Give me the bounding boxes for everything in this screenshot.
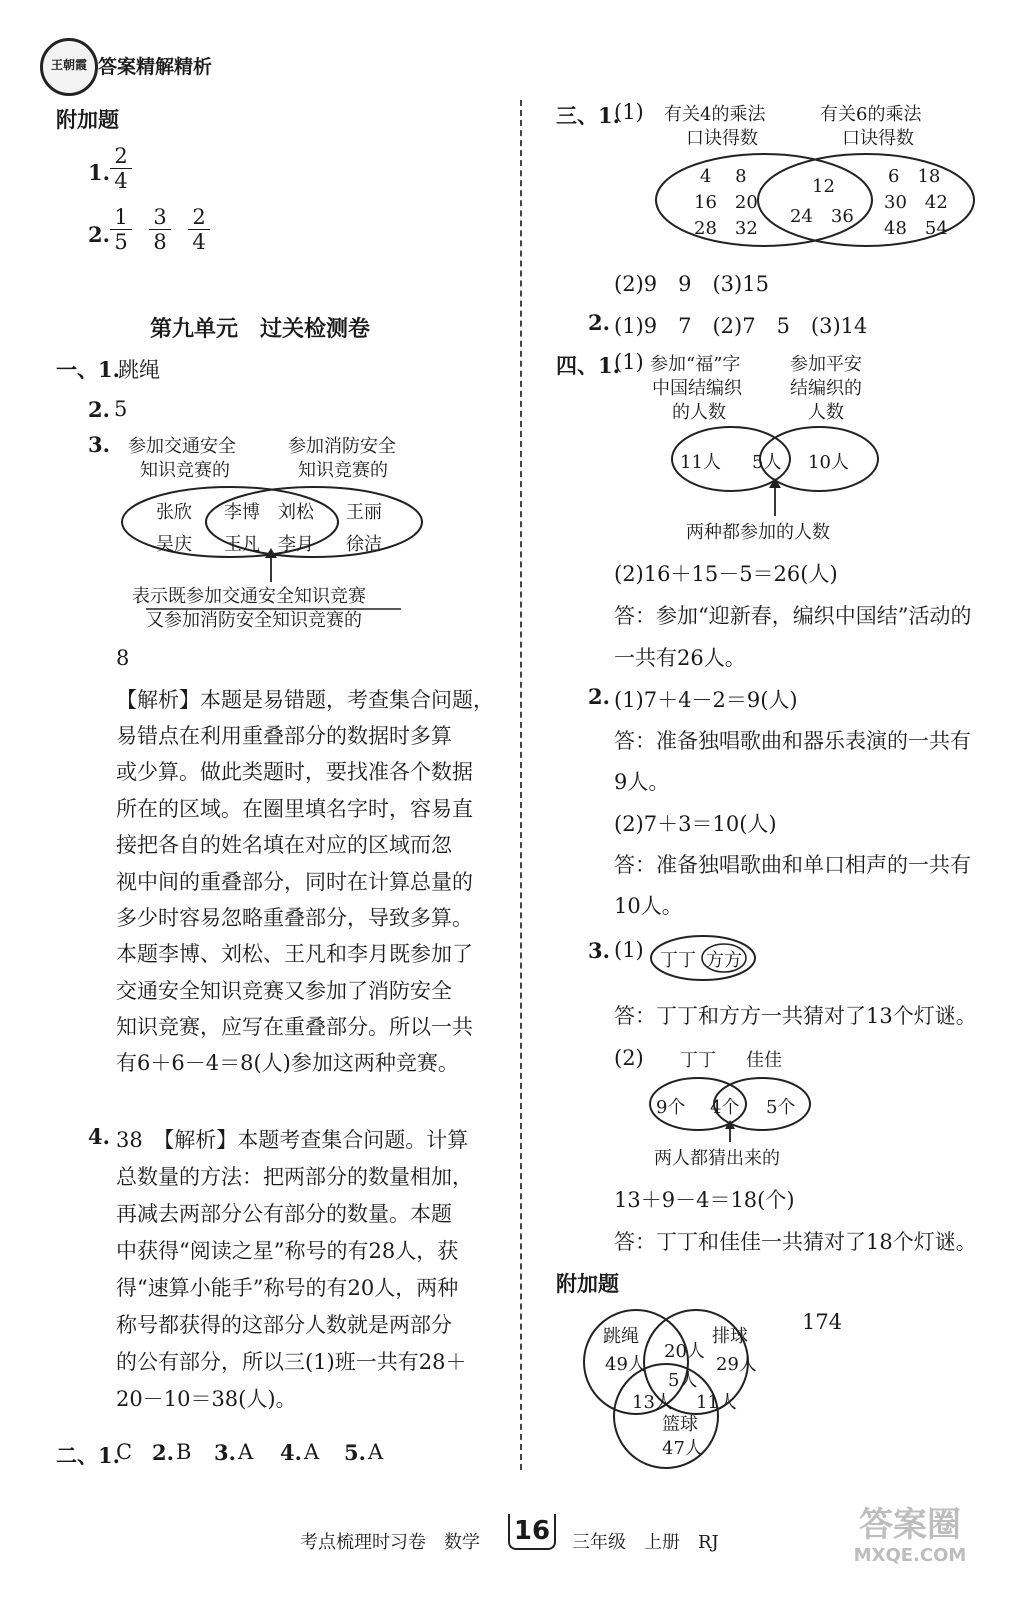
s4-q3-sub: (1) [614, 938, 644, 962]
mult-left-row-3: 28 32 [694, 218, 758, 239]
analysis4-line: 总数量的方法：把两部分的数量相加， [116, 1165, 473, 1189]
s4-q1-sub: (1) [614, 350, 644, 374]
q1-fraction: 2 4 [110, 145, 132, 192]
s4-q3-label: 3. [588, 938, 610, 963]
s2-answer-4: A [304, 1440, 320, 1464]
mult-right-title-2: 口诀得数 [842, 128, 914, 149]
analysis3-line: 多少时容易忽略重叠部分，导致多算。 [116, 906, 473, 930]
header-title: 答案精解精析 [98, 56, 213, 78]
dj-left-title: 丁丁 [680, 1050, 716, 1071]
mult-left-title-1: 有关4的乘法 [664, 104, 766, 125]
watermark-title: 答案圈 [859, 1505, 961, 1545]
analysis3-line: 接把各自的姓名填在对应的区域而忽 [116, 833, 452, 857]
venn3c-ab: 20人 [664, 1341, 705, 1362]
s2-label-4: 4. [280, 1440, 302, 1465]
analysis3-line: 有6＋6－4＝8(人)参加这两种竞赛。 [116, 1051, 459, 1075]
analysis4-line: 的公有部分，所以三(1)班一共有28＋ [116, 1350, 467, 1374]
knot-mid-value: 5人 [752, 452, 782, 473]
venn3-left-only-1: 张欣 [156, 502, 192, 523]
dj-right-title: 佳佳 [746, 1050, 782, 1071]
s4-q2-answer1-1: 答：准备独唱歌曲和器乐表演的一共有 [614, 729, 971, 753]
knot-right-value: 10人 [808, 452, 849, 473]
page-number: 16 [513, 1516, 551, 1546]
s2-label-5: 5. [344, 1440, 366, 1465]
left-fujia-title: 附加题 [56, 108, 119, 132]
venn3-right-only-2: 徐洁 [346, 534, 382, 555]
venn3c-b-label: 排球 [712, 1326, 748, 1347]
venn3c-a-only: 49人 [605, 1354, 646, 1375]
footer-page-box [508, 1514, 556, 1550]
knot-left-title-3: 的人数 [672, 402, 726, 423]
footer-left-text: 考点梳理时习卷 数学 [300, 1532, 480, 1553]
s2-label-1: 二、1. [56, 1443, 120, 1468]
s4-q1-answer-1: 答：参加“迎新春，编织中国结”活动的 [614, 604, 972, 628]
s4-q1-answer-2: 一共有26人。 [614, 646, 746, 670]
analysis3-line: 知识竞赛，应写在重叠部分。所以一共 [116, 1015, 473, 1039]
knot-left-title-2: 中国结编织 [652, 378, 742, 399]
venn3c-c-only: 47人 [662, 1438, 703, 1459]
venn3c-bc: 11人 [696, 1392, 737, 1413]
q2-fraction-2: 3 8 [149, 206, 171, 253]
s4-q2-label: 2. [588, 684, 610, 709]
s2-label-3: 3. [214, 1440, 236, 1465]
s3-q1-sub: (1) [614, 100, 644, 124]
analysis4-line: 称号都获得的这部分人数就是两部分 [116, 1313, 452, 1337]
s4-q3-calc2: 13＋9－4＝18(个) [614, 1188, 795, 1212]
s3-q1-rest: (2)9 9 (3)15 [614, 272, 769, 296]
unit-title: 第九单元 过关检测卷 [150, 317, 371, 342]
q3-label: 3. [88, 432, 110, 457]
s3-q2-text: (1)9 7 (2)7 5 (3)14 [614, 314, 868, 338]
analysis3-line: 所在的区域。在圈里填名字时，容易直 [116, 797, 473, 821]
column-divider [520, 100, 522, 1470]
q2-fraction-1: 1 5 [110, 206, 132, 253]
mult-mid-row-2: 24 36 [790, 206, 854, 227]
venn3-left-title-1: 参加交通安全 [128, 436, 236, 457]
fujia-answer: 174 [802, 1310, 843, 1334]
right-fujia-title: 附加题 [556, 1272, 619, 1296]
dj-right-value: 5个 [766, 1097, 796, 1118]
s4-q3-answer2: 答：丁丁和佳佳一共猜对了18个灯谜。 [614, 1230, 977, 1254]
analysis3-line: 易错点在利用重叠部分的数据时多算 [116, 724, 452, 748]
s3-q2-label: 2. [588, 310, 610, 335]
dd-right-label: 方方 [706, 950, 742, 971]
knot-right-title-3: 人数 [808, 402, 844, 423]
mult-right-row-3: 48 54 [884, 218, 948, 239]
analysis4-line: 20－10＝38(人)。 [116, 1387, 297, 1411]
s2-label-2: 2. [152, 1440, 174, 1465]
s2-answer-3: A [238, 1440, 254, 1464]
s4-q1-calc: (2)16＋15－5＝26(人) [614, 562, 838, 586]
venn3-right-only-1: 王丽 [346, 502, 382, 523]
watermark [820, 1505, 1000, 1567]
s1-label: 一、1. [56, 357, 120, 382]
s4-q2-answer1-2: 9人。 [614, 770, 670, 794]
venn3c-ac: 13人 [632, 1392, 673, 1413]
venn3-right-title-2: 知识竞赛的 [298, 460, 388, 481]
s2-answer-2: B [176, 1440, 192, 1464]
analysis4-line: 再减去两部分公有部分的数量。本题 [116, 1202, 452, 1226]
s4-q3-sub2: (2) [614, 1046, 644, 1070]
venn3-right-title-1: 参加消防安全 [288, 436, 396, 457]
knot-left-value: 11人 [680, 452, 721, 473]
s4-label: 四、1. [556, 353, 620, 378]
venn3-note-2: 又参加消防安全知识竞赛的 [146, 610, 362, 631]
logo-text: 王朝霞 [50, 58, 87, 72]
dj-note: 两人都猜出来的 [654, 1148, 780, 1169]
s2-answer-5: A [368, 1440, 384, 1464]
q4-label: 4. [88, 1124, 110, 1149]
analysis3-line: 视中间的重叠部分，同时在计算总量的 [116, 870, 473, 894]
knot-left-title-1: 参加“福”字 [650, 354, 741, 375]
q1-label: 1. [88, 160, 110, 185]
analysis4-line: 得“速算小能手”称号的有20人，两种 [116, 1276, 459, 1300]
analysis3-line: 交通安全知识竞赛又参加了消防安全 [116, 979, 452, 1003]
venn3-note-1: 表示既参加交通安全知识竞赛 [132, 586, 366, 607]
mult-mid-row-1: 12 [812, 176, 835, 197]
venn3-both-1: 李博 刘松 [224, 502, 314, 523]
analysis4-line: 38 【解析】本题考查集合问题。计算 [116, 1128, 469, 1152]
mult-left-row-1: 4 8 [700, 166, 747, 187]
q2-fraction-3: 2 4 [188, 206, 210, 253]
q2-answer: 5 [114, 397, 128, 421]
mult-left-ellipse [656, 154, 872, 246]
mult-right-row-2: 30 42 [884, 192, 948, 213]
s1-q1-answer: 跳绳 [118, 358, 160, 382]
analysis3-line: 本题李博、刘松、王凡和李月既参加了 [116, 942, 473, 966]
s4-q2-answer2-1: 答：准备独唱歌曲和单口相声的一共有 [614, 853, 971, 877]
venn3-left-only-2: 吴庆 [156, 534, 192, 555]
venn3c-b-only: 29人 [716, 1354, 757, 1375]
venn3-both-2: 王凡 李月 [224, 534, 314, 555]
knot-right-title-2: 结编织的 [790, 378, 862, 399]
knot-note: 两种都参加的人数 [686, 522, 830, 543]
q2-number: 2. [88, 397, 110, 422]
analysis3-line: 或少算。做此类题时，要找准各个数据 [116, 760, 473, 784]
footer-right-text: 三年级 上册 RJ [572, 1532, 719, 1553]
s2-answer-1: C [116, 1440, 133, 1464]
mult-right-row-1: 6 18 [888, 166, 941, 187]
dj-left-value: 9个 [656, 1097, 686, 1118]
venn3-left-title-2: 知识竞赛的 [140, 460, 230, 481]
venn3c-c-label: 篮球 [662, 1414, 698, 1435]
s4-q2-calc1: (1)7＋4－2＝9(人) [614, 688, 798, 712]
mult-right-title-1: 有关6的乘法 [820, 104, 922, 125]
q3-answer: 8 [116, 646, 130, 670]
watermark-url: MXQE.COM [853, 1545, 967, 1566]
knot-right-title-1: 参加平安 [790, 354, 862, 375]
dd-left-label: 丁丁 [660, 950, 696, 971]
mult-left-title-2: 口诀得数 [686, 128, 758, 149]
s4-q2-answer2-2: 10人。 [614, 894, 683, 918]
s4-q2-calc2: (2)7＋3＝10(人) [614, 812, 777, 836]
venn3c-a-label: 跳绳 [603, 1326, 639, 1347]
dj-mid-value: 4个 [710, 1097, 740, 1118]
logo-badge [40, 38, 98, 96]
s4-q3-answer1: 答：丁丁和方方一共猜对了13个灯谜。 [614, 1004, 977, 1028]
s3-label: 三、1. [556, 103, 620, 128]
analysis3-line: 【解析】本题是易错题，考查集合问题， [116, 688, 494, 712]
analysis4-line: 中获得“阅读之星”称号的有28人，获 [116, 1239, 459, 1263]
q2-label: 2. [88, 222, 110, 247]
mult-left-row-2: 16 20 [694, 192, 758, 213]
venn3c-abc: 5人 [668, 1370, 698, 1391]
